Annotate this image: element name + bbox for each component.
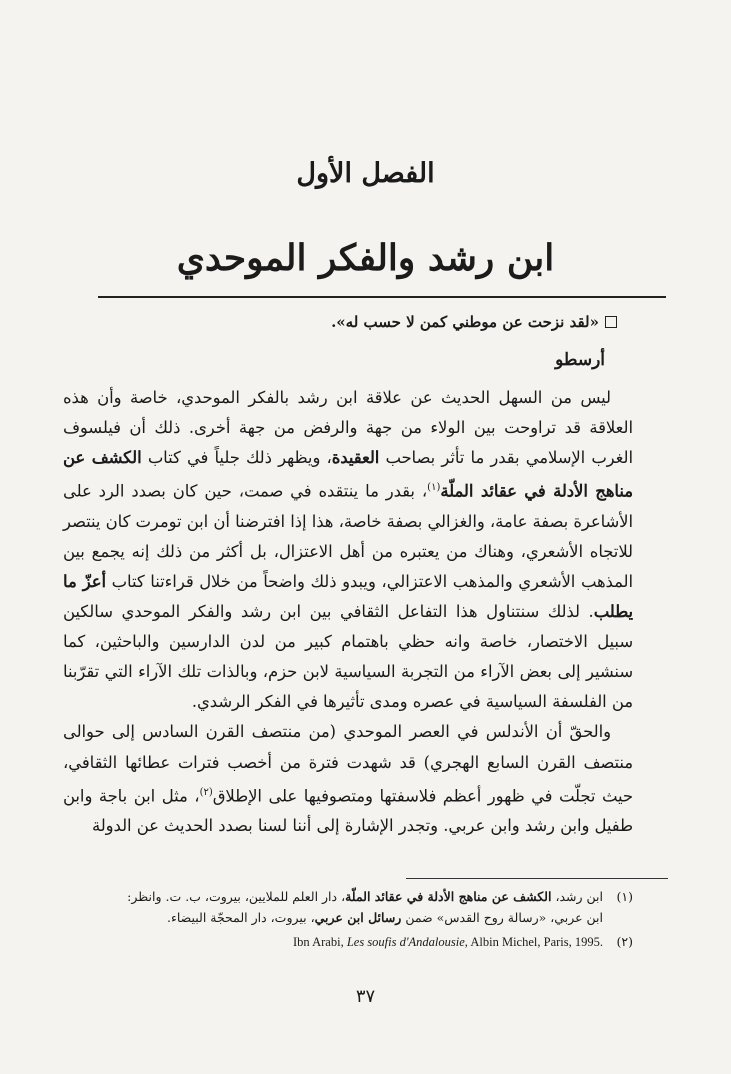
paragraph-text: ، مثل ابن باجة وابن طفيل وابن رشد وابن عربي. وتجدر الإشارة إلى أننا لسنا بصدد الحديث عن الدولة (63, 786, 633, 836)
paragraph (63, 717, 633, 841)
footnote-ref: (١) (427, 482, 441, 494)
footnote-divider (406, 878, 668, 879)
footnote-number: (١) (616, 889, 633, 904)
footnote-book-title: الكشف عن مناهج الأدلة في عقائد الملّة (345, 889, 552, 904)
footnote-text: Ibn Arabi, (293, 935, 347, 949)
page-number: ٣٧ (355, 986, 376, 1007)
footnotes (57, 886, 633, 928)
paragraph-text: ليس من السهل الحديث عن علاقة ابن رشد بالفكر الموحدي، خاصة وأن هذه العلاقة قد تراوحت بين الولاء من جهة والرفض من جهة أخرى. ذلك أن فيلسوف الغرب الإسلامي بقدر ما تأثر بصاحب (63, 388, 633, 468)
epigraph-text: «لقد نزحت عن موطني كمن لا حسب له». (331, 313, 599, 331)
footnote-text: ، بيروت، دار المحجّة البيضاء. (166, 910, 315, 925)
title-divider (98, 296, 666, 298)
square-bullet-icon (605, 316, 617, 328)
footnote-book-title: رسائل ابن عربي (314, 910, 402, 925)
bold-term: العقيدة (331, 448, 380, 468)
section-heading: أرسطو (555, 350, 605, 370)
footnote-text: ابن عربي، «رسالة روح القدس» ضمن (401, 910, 603, 925)
paragraph-text: ، ويظهر ذلك جلياً في كتاب (141, 448, 332, 468)
footnote-text: ، دار العلم للملايين، بيروت، ب. ت. وانظر: (127, 889, 346, 904)
epigraph (97, 313, 617, 331)
body-text (63, 383, 633, 841)
footnote-latin-text (293, 935, 603, 949)
footnote-2 (57, 934, 633, 950)
book-title: الكشف عن مناهج الأدلة في عقائد الملّة (63, 448, 633, 501)
paragraph-text: والحقّ أن الأندلس في العصر الموحدي (من منتصف القرن السادس إلى حوالى منتصف القرن السابع الهجري) قد شهدت فترة من أخصب فترات عطائها الثقافي، حيث تجلّت في ظهور أعظم فلاسفتها ومتصوفيها على الإطلاق (63, 722, 633, 806)
paragraph-text: ، بقدر ما ينتقده في صمت، حين كان بصدد الرد على الأشاعرة بصفة عامة، والغزالي بصفة خاصة، هذا إذا افترضنا أن ابن تومرت كان ينتصر للاتجاه الأشعري، وهناك من يعتبره من أهل الاعتزال، بل أكثر من ذلك إنه يجمع بين المذهب الأشعري والمذهب الاعتزالي، ويبدو ذلك واضحاً من خلال قراءتنا كتاب (63, 481, 633, 591)
paragraph-text: . لذلك سنتناول هذا التفاعل الثقافي بين ابن رشد والفكر الموحدي سالكين سبيل الاختصار، خاصة وانه حظي باهتمام كبير من لدن الدارسين والباحثين، كما سنشير إلى بعض الآراء من التجربة السياسية لابن حزم، وبالذات تلك الآراء التي تقرّبنا من الفلسفة السياسية في عصره ومدى تأثيرها في الفكر الرشدي. (63, 602, 633, 712)
chapter-number: الفصل الأول (296, 158, 435, 189)
footnote-1-continued (57, 907, 633, 928)
footnote-1 (57, 886, 633, 907)
footnote-ref: (٢) (199, 786, 213, 798)
footnote-text: , Albin Michel, Paris, 1995. (464, 935, 603, 949)
chapter-title: ابن رشد والفكر الموحدي (176, 237, 555, 279)
book-title: أعزّ ما يطلب (63, 571, 633, 622)
footnote-text: ابن رشد، (551, 889, 603, 904)
paragraph (63, 383, 633, 717)
footnote-book-title: Les soufis d'Andalousie (346, 935, 465, 949)
footnote-number: (٢) (616, 934, 633, 949)
